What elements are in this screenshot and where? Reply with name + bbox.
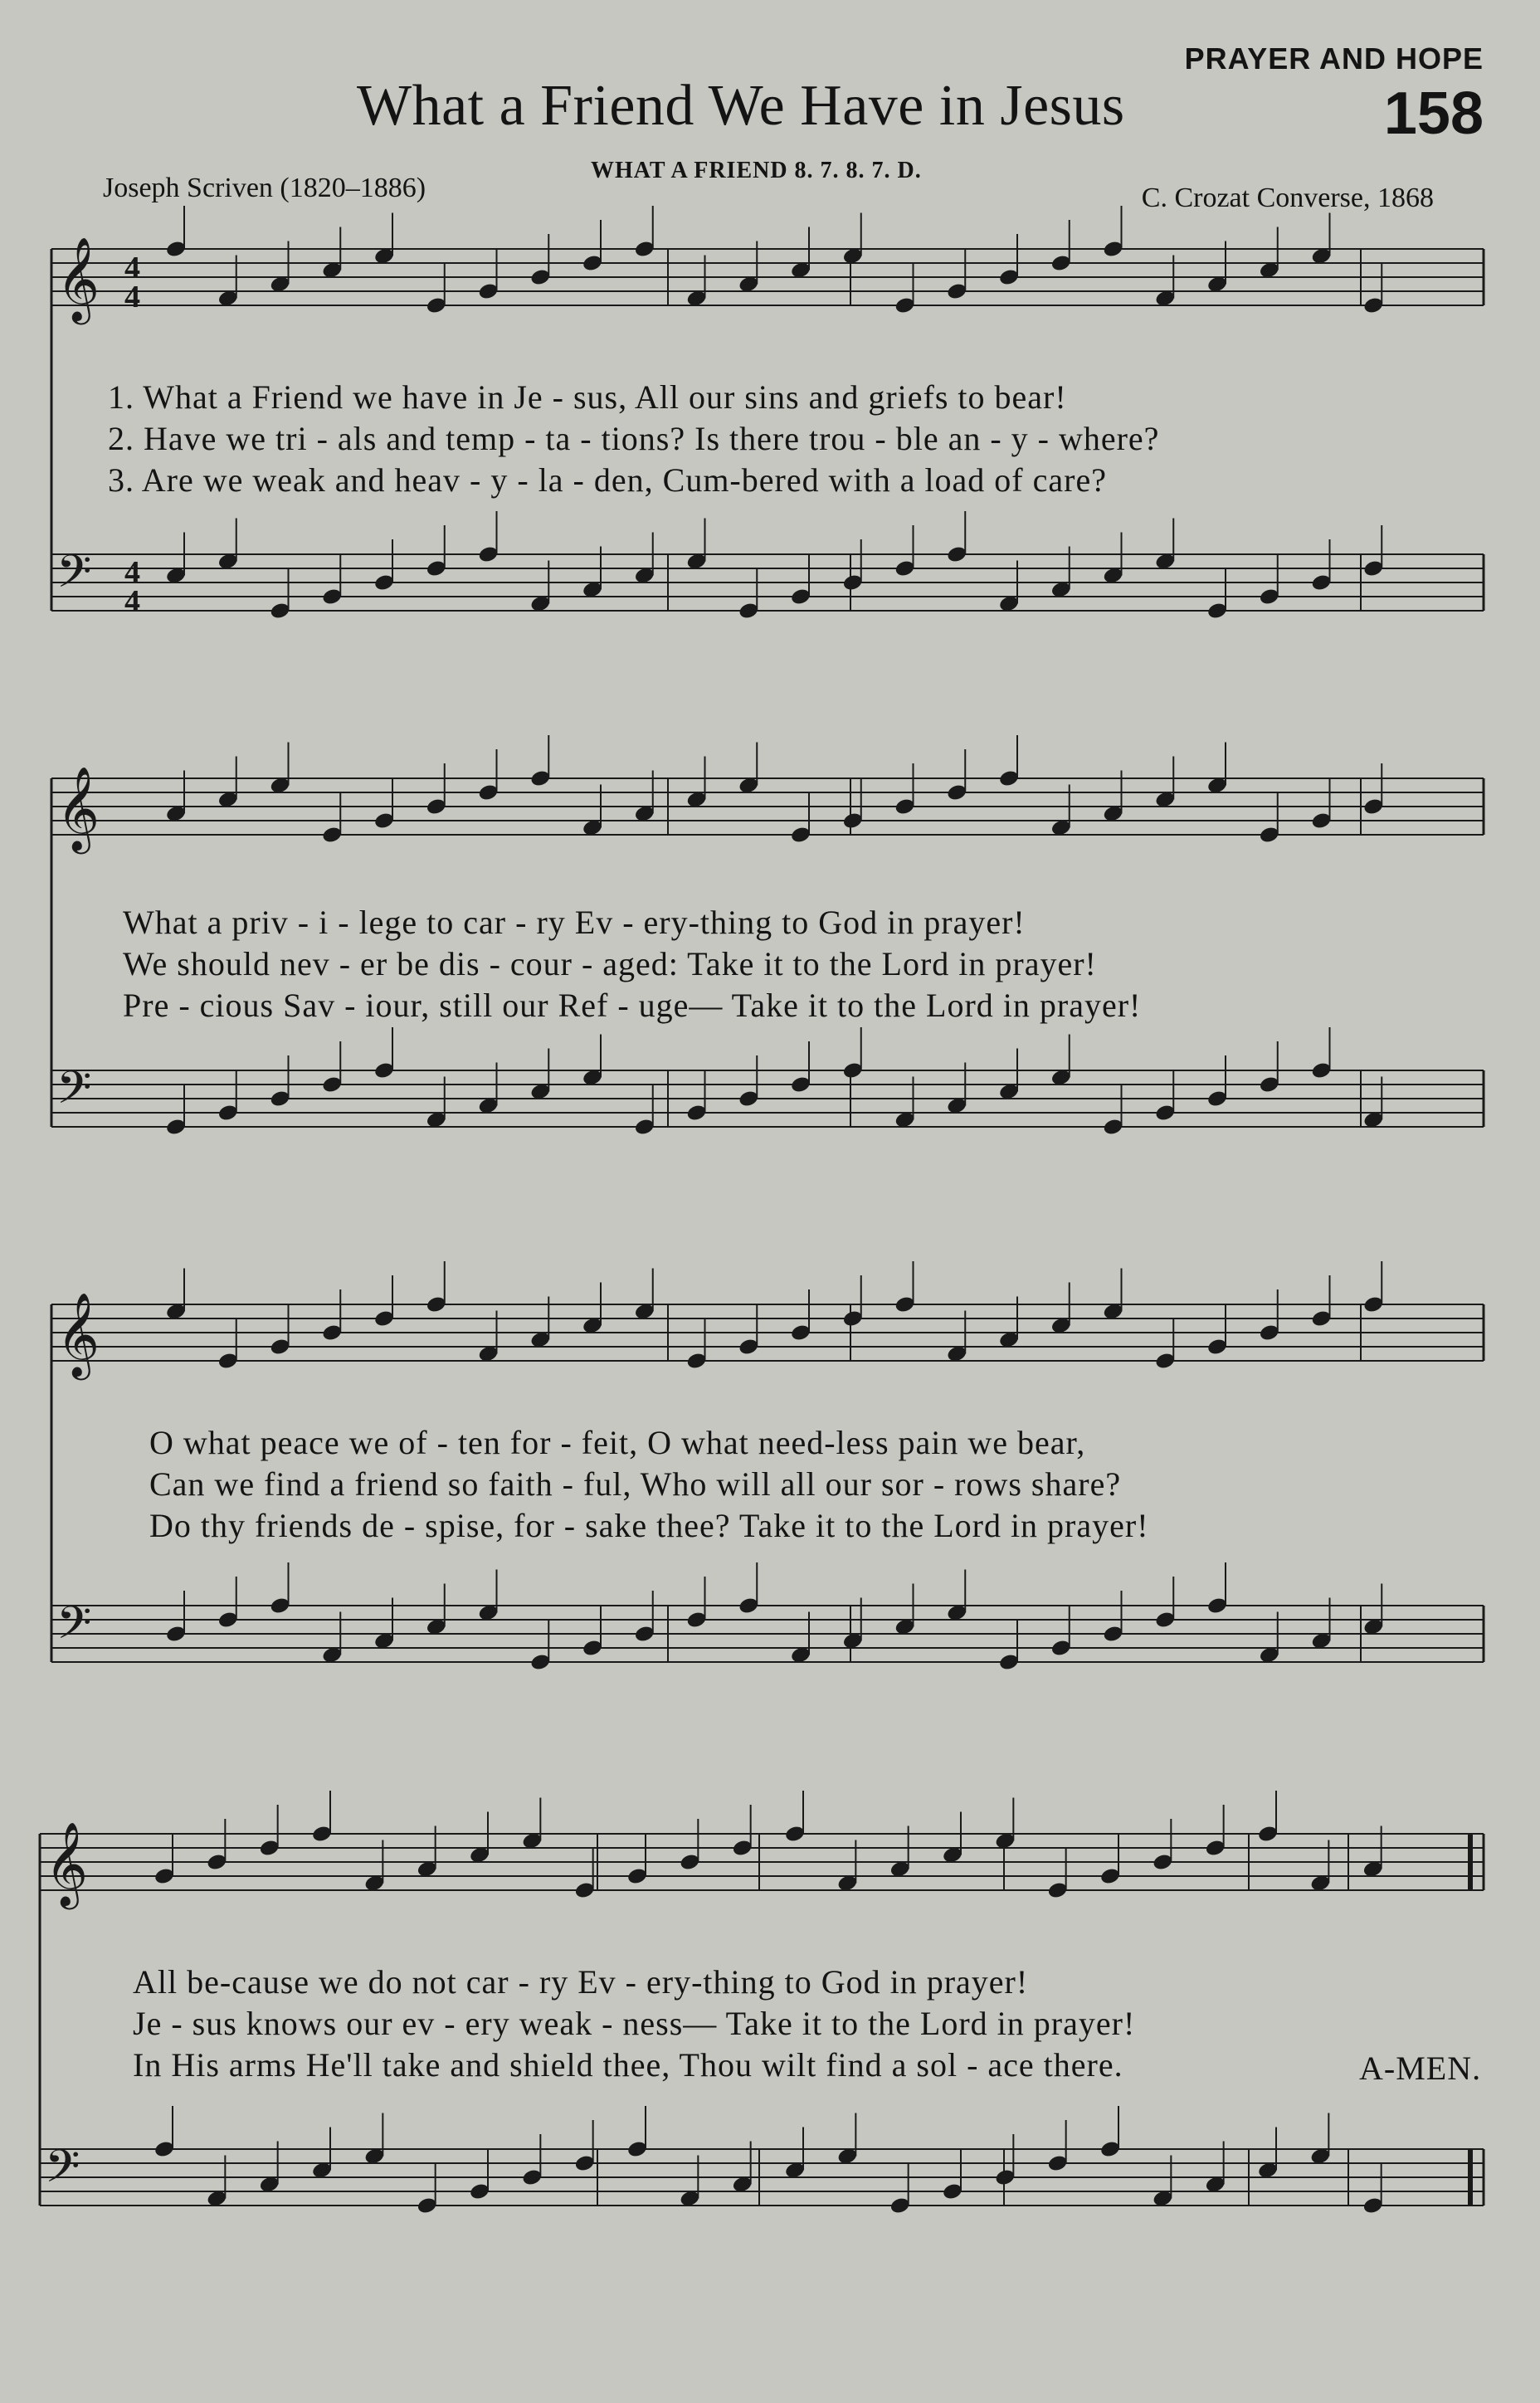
bass-clef-icon: 𝄢 — [45, 2140, 80, 2204]
lyric-verse-3-line-1: 3. Are we weak and heav - y - la - den, Cum-bered with a load of care? — [108, 461, 1107, 499]
lyricist-credit: Joseph Scriven (1820–1886) — [103, 173, 426, 203]
lyric-verse-2-line-4: Je - sus knows our ev - ery weak - ness— Take it to the Lord in prayer! — [133, 2005, 1136, 2042]
treble-clef-icon: 𝄞 — [45, 1821, 89, 1906]
hymn-title: What a Friend We Have in Jesus — [357, 74, 1125, 138]
time-signature: 4 — [124, 280, 140, 314]
time-signature: 4 — [124, 251, 140, 285]
lyric-verse-1-line-2: What a priv - i - lege to car - ry Ev - ery-thing to God in prayer! — [123, 904, 1026, 941]
lyric-verse-2-line-2: We should nev - er be dis - cour - aged: Take it to the Lord in prayer! — [123, 945, 1097, 982]
lyric-verse-3-line-2: Pre - cious Sav - iour, still our Ref - uge— Take it to the Lord in prayer! — [123, 987, 1142, 1024]
bass-clef-icon: 𝄢 — [56, 1596, 92, 1660]
bass-clef-icon: 𝄢 — [56, 545, 92, 609]
composer-credit: C. Crozat Converse, 1868 — [1141, 183, 1434, 213]
lyric-verse-3-line-3: Do thy friends de - spise, for - sake thee? Take it to the Lord in prayer! — [149, 1507, 1149, 1544]
amen-label: A-MEN. — [1359, 2050, 1482, 2087]
lyric-verse-1-line-4: All be-cause we do not car - ry Ev - ery-thing to God in prayer! — [133, 1963, 1029, 2001]
treble-clef-icon: 𝄞 — [56, 236, 100, 321]
time-signature: 4 — [124, 584, 140, 619]
hymn-number: 158 — [1383, 80, 1484, 147]
lyric-verse-1-line-1: 1. What a Friend we have in Je - sus, All our sins and griefs to bear! — [108, 378, 1067, 416]
lyric-verse-1-line-3: O what peace we of - ten for - feit, O what need-less pain we bear, — [149, 1424, 1086, 1461]
bass-clef-icon: 𝄢 — [56, 1061, 92, 1125]
time-signature: 4 — [124, 555, 140, 590]
treble-clef-icon: 𝄞 — [56, 765, 100, 851]
section-label: PRAYER AND HOPE — [1184, 41, 1484, 76]
lyric-verse-2-line-1: 2. Have we tri - als and temp - ta - tions? Is there trou - ble an - y - where? — [108, 420, 1160, 457]
lyric-verse-2-line-3: Can we find a friend so faith - ful, Who will all our sor - rows share? — [149, 1465, 1122, 1503]
lyric-verse-3-line-4: In His arms He'll take and shield thee, Thou wilt find a sol - ace there. — [133, 2046, 1123, 2084]
treble-clef-icon: 𝄞 — [56, 1291, 100, 1377]
tune-name-meter: WHAT A FRIEND 8. 7. 8. 7. D. — [591, 158, 922, 183]
